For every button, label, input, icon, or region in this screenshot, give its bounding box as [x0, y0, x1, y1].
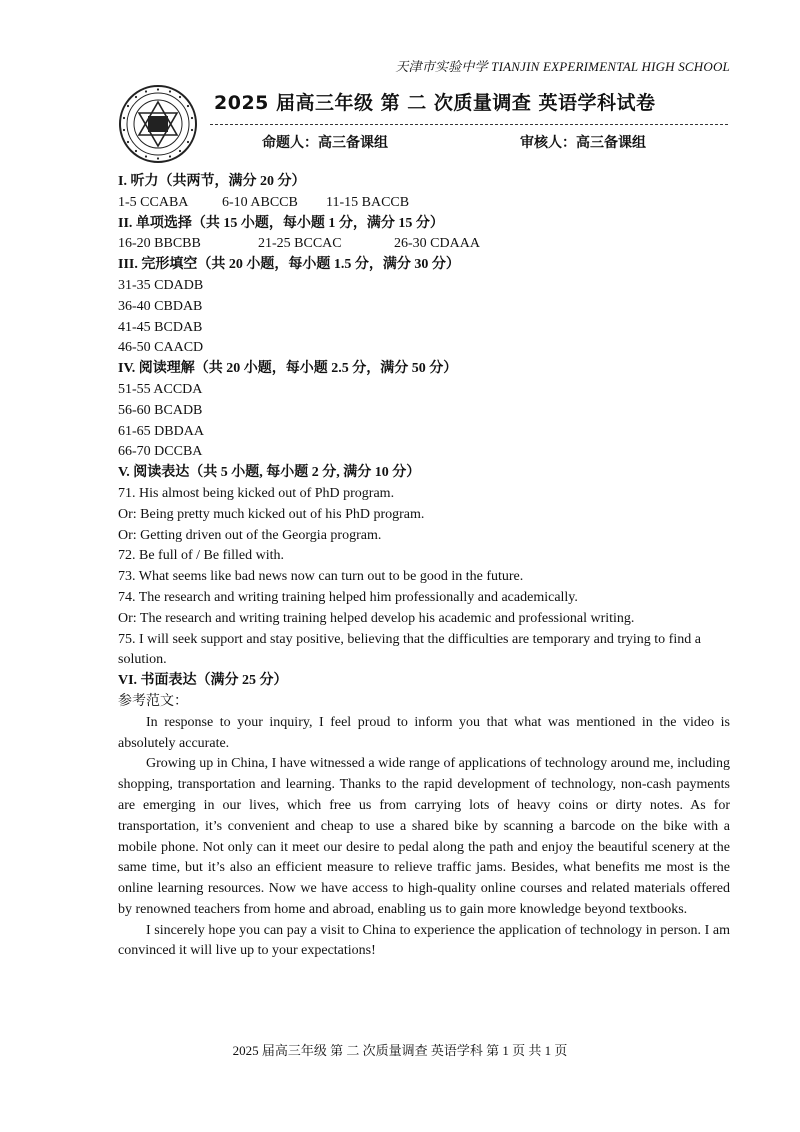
section-heading: V. 阅读表达（共 5 小题, 每小题 2 分, 满分 10 分）	[118, 465, 421, 481]
answer-row: 41-45 BCDAB	[118, 319, 203, 335]
answer-line: 75. I will seek support and stay positive, believing that the difficulties are temporary and trying to find a solution.	[118, 631, 701, 668]
answer-group: 26-30 CDAAA	[394, 236, 480, 252]
answer-row: 31-35 CDADB	[118, 277, 204, 293]
answer-row: 46-50 CAACD	[118, 340, 204, 356]
answer-group: 21-25 BCCAC	[258, 236, 342, 252]
answer-line: 71. His almost being kicked out of PhD program.	[118, 485, 395, 501]
answer-line: Or: Being pretty much kicked out of his PhD program.	[118, 506, 425, 522]
header-divider	[210, 124, 728, 125]
answer-row: 51-55 ACCDA	[118, 381, 203, 397]
setter-label: 命题人：高三备课组	[262, 136, 388, 151]
answer-row: 36-40 CBDAB	[118, 298, 203, 314]
answer-group: 11-15 BACCB	[326, 194, 410, 210]
answer-line: Or: Getting driven out of the Georgia program.	[118, 527, 382, 543]
essay-paragraph: I sincerely hope you can pay a visit to China to experience the application of technology in person. I am convinced it will live up to your expectations!	[118, 922, 730, 959]
answer-key	[118, 172, 730, 962]
school-seal-icon	[118, 84, 198, 164]
section-heading: I. 听力（共两节，满分 20 分）	[118, 174, 306, 189]
school-name: 天津市实验中学 TIANJIN EXPERIMENTAL HIGH SCHOOL	[395, 59, 730, 74]
answer-line: 72. Be full of / Be filled with.	[118, 548, 285, 564]
answer-row	[118, 193, 730, 214]
section-heading: II. 单项选择（共 15 小题，每小题 1 分，满分 15 分）	[118, 215, 444, 231]
answer-line: 73. What seems like bad news now can turn out to be good in the future.	[118, 569, 524, 585]
page-footer: 2025 届高三年级 第 二 次质量调查 英语学科 第 1 页 共 1 页	[232, 1043, 568, 1058]
answer-group: 6-10 ABCCB	[222, 194, 298, 210]
essay-paragraph: In response to your inquiry, I feel proud to inform you that what was mentioned in the video is absolutely accurate.	[118, 714, 730, 751]
section-heading: VI. 书面表达（满分 25 分）	[118, 673, 288, 689]
answer-row: 56-60 BCADB	[118, 402, 203, 418]
reviewer-label: 审核人：高三备课组	[520, 136, 646, 151]
answer-line: Or: The research and writing training helped develop his academic and professional writing.	[118, 610, 635, 626]
answer-group: 16-20 BBCBB	[118, 236, 201, 252]
section-heading: IV. 阅读理解（共 20 小题，每小题 2.5 分，满分 50 分）	[118, 361, 458, 377]
answer-row	[118, 234, 730, 255]
sample-essay-label: 参考范文：	[118, 693, 188, 709]
sample-essay	[118, 713, 730, 963]
exam-title: 2025 届高三年级 第 二 次质量调查 英语学科试卷	[214, 92, 656, 114]
essay-paragraph: Growing up in China, I have witnessed a wide range of applications of technology around me, including shopping, transportation and learning. Thanks to the rapid development of technology, non-cash payments are emerging in our lives, which free us from carrying lots of heavy coins or dirty notes. As for transportation, it’s convenient and cheap to use a shared bike by scanning a barcode on the bike with a mobile phone. Not only can it meet our desire to pedal along the path and enjoy the beautiful scenery at the same time, but it’s also an efficient measure to relieve traffic jams. Besides, what benefits me most is the online learning resources. Now we have access to high-quality online courses and related materials offered by renowned teachers from home and abroad, enabling us to gain more knowledge beyond textbooks.	[118, 756, 730, 917]
answer-group: 1-5 CCABA	[118, 194, 189, 210]
answer-line: 74. The research and writing training helped him professionally and academically.	[118, 589, 578, 605]
answer-row: 61-65 DBDAA	[118, 423, 204, 439]
section-heading: III. 完形填空（共 20 小题，每小题 1.5 分，满分 30 分）	[118, 257, 460, 273]
answer-row: 66-70 DCCBA	[118, 444, 203, 460]
